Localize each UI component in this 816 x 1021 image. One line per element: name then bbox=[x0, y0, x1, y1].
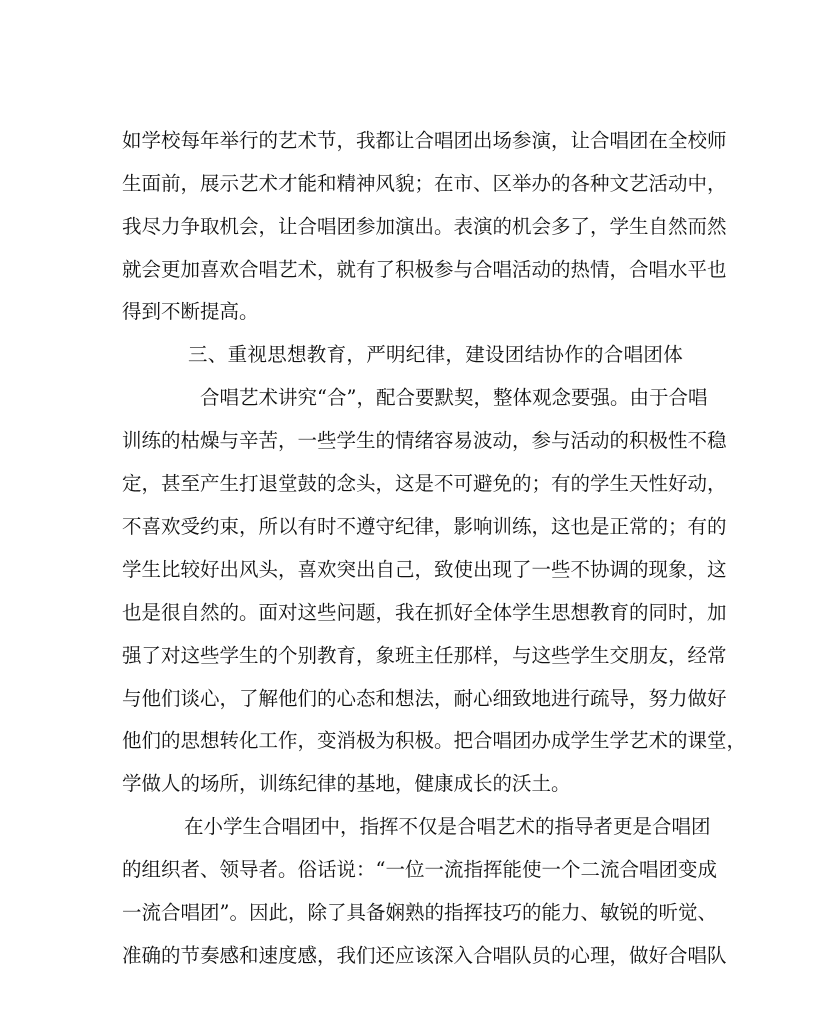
paragraph-1-line-2: 生面前，展示艺术才能和精神风貌；在市、区举办的各种文艺活动中， bbox=[122, 172, 727, 195]
section-heading: 三、重视思想教育，严明纪律，建设团结协作的合唱团体 bbox=[188, 343, 684, 366]
paragraph-2-line-5: 学生比较好出风头，喜欢突出自己，致使出现了一些不协调的现象，这 bbox=[122, 558, 727, 581]
paragraph-2-line-1: 合唱艺术讲究“合”，配合要默契，整体观念要强。由于合唱 bbox=[200, 386, 708, 409]
paragraph-2-line-6: 也是很自然的。面对这些问题，我在抓好全体学生思想教育的同时，加 bbox=[122, 601, 727, 624]
paragraph-2-line-9: 他们的思想转化工作，变消极为积极。把合唱团办成学生学艺术的课堂， bbox=[122, 729, 747, 752]
paragraph-2-line-10: 学做人的场所，训练纪律的基地，健康成长的沃土。 bbox=[122, 772, 571, 795]
paragraph-2-line-2: 训练的枯燥与辛苦，一些学生的情绪容易波动，参与活动的积极性不稳 bbox=[122, 429, 727, 452]
paragraph-1-line-4: 就会更加喜欢合唱艺术，就有了积极参与合唱活动的热情，合唱水平也 bbox=[122, 258, 727, 281]
paragraph-2-line-3: 定，甚至产生打退堂鼓的念头，这是不可避免的；有的学生天性好动， bbox=[122, 472, 727, 495]
paragraph-2-line-4: 不喜欢受约束，所以有时不遵守纪律，影响训练，这也是正常的；有的 bbox=[122, 515, 727, 538]
paragraph-1-line-1: 如学校每年举行的艺术节，我都让合唱团出场参演，让合唱团在全校师 bbox=[122, 129, 727, 152]
paragraph-3-line-4: 准确的节奏感和速度感，我们还应该深入合唱队员的心理，做好合唱队 bbox=[122, 944, 727, 967]
paragraph-3-line-3: 一流合唱团”。因此，除了具备娴熟的指挥技巧的能力、敏锐的听觉、 bbox=[122, 901, 717, 924]
paragraph-2-line-7: 强了对这些学生的个别教育，象班主任那样，与这些学生交朋友，经常 bbox=[122, 644, 727, 667]
paragraph-3-line-2: 的组织者、领导者。俗话说：“一位一流指挥能使一个二流合唱团变成 bbox=[122, 858, 717, 881]
paragraph-1-line-5: 得到不断提高。 bbox=[122, 300, 259, 323]
paragraph-3-line-1: 在小学生合唱团中，指挥不仅是合唱艺术的指导者更是合唱团 bbox=[184, 815, 711, 838]
paragraph-1-line-3: 我尽力争取机会，让合唱团参加演出。表演的机会多了，学生自然而然 bbox=[122, 215, 727, 238]
paragraph-2-line-8: 与他们谈心，了解他们的心态和想法，耐心细致地进行疏导，努力做好 bbox=[122, 687, 727, 710]
